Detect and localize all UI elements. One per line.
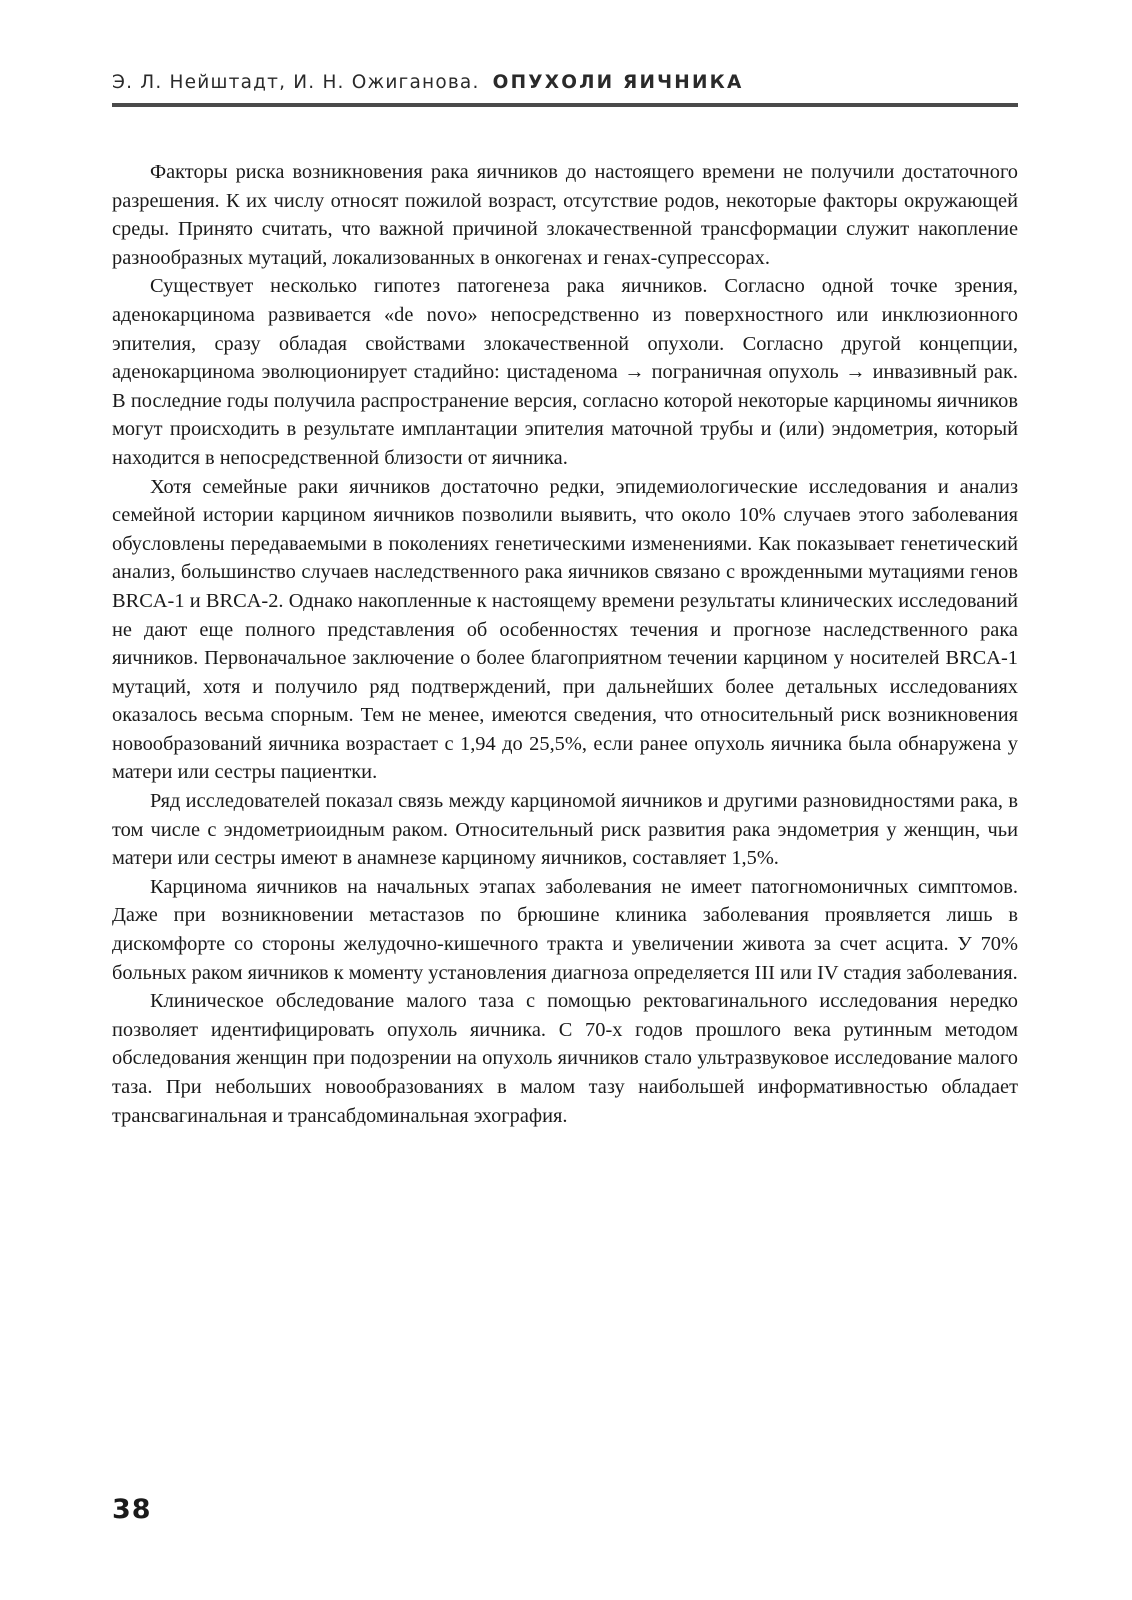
body-text [112,158,1018,1130]
running-header [112,72,1018,93]
paragraph: Карцинома яичников на начальных этапах заболевания не имеет патогномоничных симптомов. Даже при возникновении метастазов по брюшине клиника заболевания проявляется лишь в дискомфорте со стороны желудочно-кишечного тракта и увеличении живота за счет асцита. У 70% больных раком яичников к моменту установления диагноза определяется III или IV стадия заболевания. [112,875,1018,984]
paragraph: Факторы риска возникновения рака яичников до настоящего времени не получили достаточного разрешения. К их числу относят пожилой возраст, отсутствие родов, некоторые факторы окружающей среды. Принято считать, что важной причиной злокачественной трансформации служит накопление разнообразных мутаций, локализованных в онкогенах и генах-супрессорах. [112,161,1018,269]
header-authors: Э. Л. Нейштадт, И. Н. Ожиганова. [112,72,480,93]
paragraph: Существует несколько гипотез патогенеза рака яичников. Согласно одной точке зрения, аденокарцинома развивается «de novo» непосредственно из поверхностного или инклюзионного эпителия, сразу обладая свойствами злокачественной опухоли. Согласно другой концепции, аденокарцинома эволюционирует стадийно: цистаденома → пограничная опухоль → инвазивный рак. В последние годы получила распространение версия, согласно которой некоторые карциномы яичников могут происходить в результате имплантации эпителия маточной трубы и (или) эндометрия, который находится в непосредственной близости от яичника. [112,275,1018,469]
page-number: 38 [112,1494,152,1525]
header-book-title: ОПУХОЛИ ЯИЧНИКА [492,72,744,93]
header-rule [112,103,1018,107]
paragraph: Клиническое обследование малого таза с помощью ректовагинального исследования нередко позволяет идентифицировать опухоль яичника. С 70-х годов прошлого века рутинным методом обследования женщин при подозрении на опухоль яичников стало ультразвуковое исследование малого таза. При небольших новообразованиях в малом тазу наибольшей информативностью обладает трансвагинальная и трансабдоминальная эхография. [112,990,1018,1127]
paragraph: Ряд исследователей показал связь между карциномой яичников и другими разновидностями рака, в том числе с эндометриоидным раком. Относительный риск развития рака эндометрия у женщин, чьи матери или сестры имеют в анамнезе карциному яичников, составляет 1,5%. [112,790,1018,870]
paragraph: Хотя семейные раки яичников достаточно редки, эпидемиологические исследования и анализ семейной истории карцином яичников позволили выявить, что около 10% случаев этого заболевания обусловлены передаваемыми в поколениях генетическими изменениями. Как показывает генетический анализ, большинство случаев наследственного рака яичников связано с врожденными мутациями генов BRCA-1 и BRCA-2. Однако накопленные к настоящему времени результаты клинических исследований не дают еще полного представления об особенностях течения и прогнозе наследственного рака яичников. Первоначальное заключение о более благоприятном течении карцином у носителей BRCA-1 мутаций, хотя и получило ряд подтверждений, при дальнейших более детальных исследованиях оказалось весьма спорным. Тем не менее, имеются сведения, что относительный риск возникновения новообразований яичника возрастает с 1,94 до 25,5%, если ранее опухоль яичника была обнаружена у матери или сестры пациентки. [112,475,1018,784]
